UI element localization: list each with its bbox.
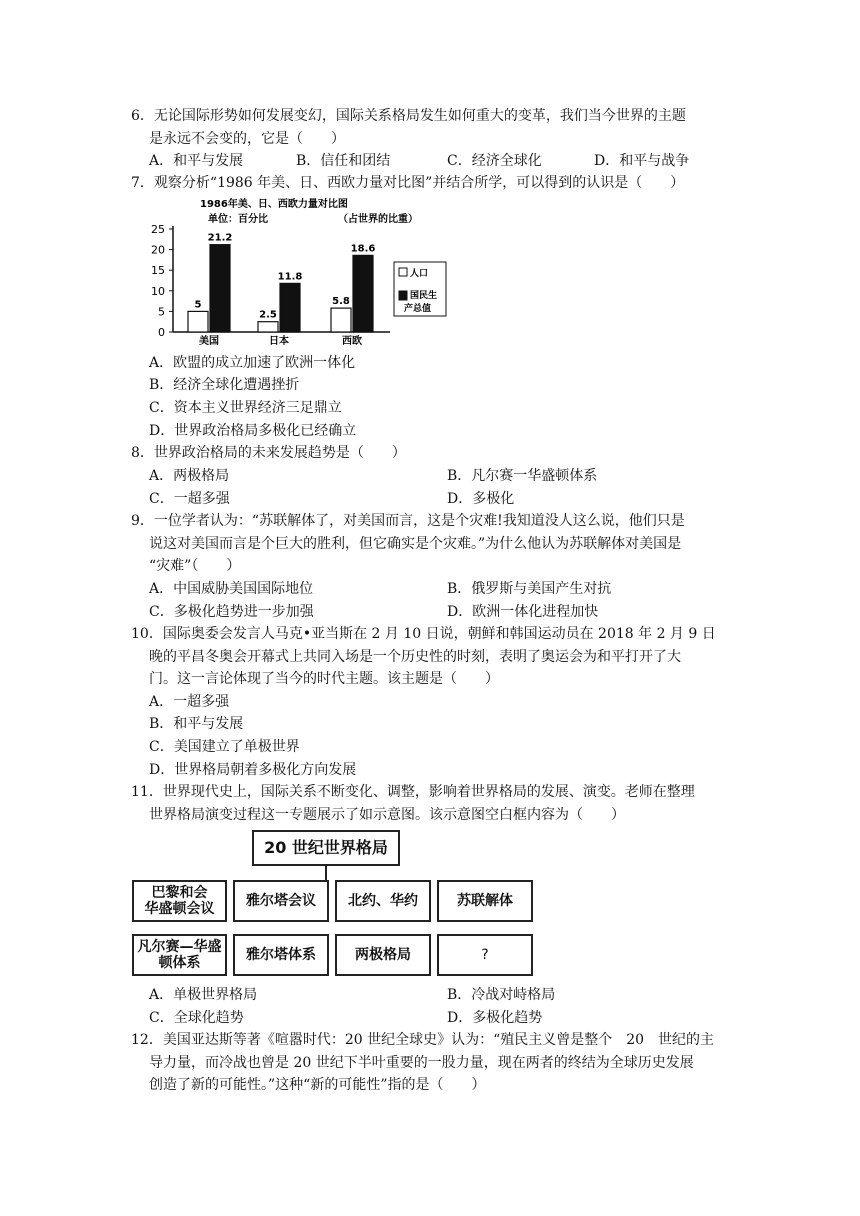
- q8-option-b: B．凡尔赛一华盛顿体系: [447, 468, 598, 484]
- diagram-box-versailles-system: [132, 934, 227, 976]
- world-pattern-diagram: [130, 830, 535, 980]
- bar-population: [258, 322, 278, 332]
- y-tick-label: 10: [151, 284, 165, 298]
- y-tick-label: 0: [158, 326, 165, 339]
- y-tick-label: 20: [151, 243, 165, 257]
- diagram-box-unknown: [437, 934, 533, 976]
- q10-option-b: B．和平与发展: [149, 716, 244, 732]
- diagram-label-nato-warsaw: 北约、华约: [348, 893, 418, 909]
- diagram-box-yalta-system: [233, 934, 329, 976]
- q6-option-b: B．信任和团结: [296, 153, 391, 169]
- diagram-label-yalta-conference: 雅尔塔会议: [246, 893, 316, 909]
- diagram-label-yalta-system: 雅尔塔体系: [246, 947, 316, 963]
- q10-stem-line3: 门。这一言论体现了当今的时代主题。该主题是（ ）: [149, 671, 499, 687]
- q11-option-b: B．冷战对峙格局: [447, 987, 556, 1003]
- bar-value-label: 5.8: [332, 296, 350, 308]
- q8-stem: 8．世界政治格局的未来发展趋势是（ ）: [131, 445, 406, 461]
- chart-title: 1986年美、日、西欧力量对比图: [200, 199, 348, 210]
- q12-stem-line3: 创造了新的可能性。”这种“新的可能性”指的是（ ）: [149, 1077, 486, 1093]
- q8-option-a: A．两极格局: [149, 468, 230, 484]
- q11-option-a: A．单极世界格局: [149, 987, 258, 1003]
- q9-option-c: C．多极化趋势进一步加强: [149, 604, 314, 620]
- q7-option-d: D．世界政治格局多极化已经确立: [149, 423, 357, 439]
- bar-gnp: [210, 245, 230, 332]
- bar-value-label: 18.6: [350, 243, 376, 255]
- q10-option-a: A．一超多强: [149, 694, 230, 710]
- diagram-label-paris-washington: 巴黎和会 华盛顿会议: [144, 885, 215, 917]
- y-tick-label: 25: [151, 223, 165, 236]
- legend-label-population: 人口: [410, 269, 429, 279]
- bar-gnp: [280, 283, 300, 332]
- q11-option-c: C．全球化趋势: [149, 1010, 244, 1026]
- q11-stem-line2: 世界格局演变过程这一专题展示了如示意图。该示意图空白框内容为（ ）: [149, 807, 625, 823]
- q6-option-c: C．经济全球化: [447, 153, 542, 169]
- diagram-label-unknown: ?: [481, 947, 489, 963]
- q9-option-b: B．俄罗斯与美国产生对抗: [447, 581, 612, 597]
- q6-stem-line1: 6．无论国际形势如何发展变幻，国际关系格局发生如何重大的变革，我们当今世界的主题: [131, 108, 686, 124]
- x-category-label: 日本: [269, 336, 289, 347]
- y-tick-label: 15: [151, 264, 165, 278]
- q8-option-d: D．多极化: [447, 491, 515, 507]
- legend-swatch-gnp: [399, 291, 407, 300]
- q7-option-c: C．资本主义世界经济三足鼎立: [149, 400, 342, 416]
- q10-option-d: D．世界格局朝着多极化方向发展: [149, 762, 357, 778]
- q7-stem: 7．观察分析“1986 年美、日、西欧力量对比图”并结合所学，可以得到的认识是（ ）: [131, 175, 685, 191]
- bar-value-label: 5: [194, 299, 202, 311]
- bar-population: [188, 311, 208, 332]
- chart-unit-label: 单位：百分比: [208, 214, 268, 225]
- q9-option-d: D．欧洲一体化进程加快: [447, 604, 599, 620]
- diagram-box-paris-washington: [132, 880, 227, 922]
- diagram-label-versailles-system: 凡尔赛—华盛 顿体系: [137, 939, 222, 971]
- bar-population: [331, 308, 351, 332]
- q6-option-d: D．和平与战争: [594, 153, 690, 169]
- bar-value-label: 2.5: [259, 309, 277, 321]
- diagram-label-bipolar: 两极格局: [355, 947, 411, 963]
- diagram-box-nato-warsaw: [335, 880, 431, 922]
- chart-share-note: （占世界的比重）: [338, 214, 418, 225]
- q9-option-a: A．中国威胁美国国际地位: [149, 581, 314, 597]
- q12-stem-line2: 导力量，而冷战也曾是 20 世纪下半叶重要的一股力量，现在两者的终结为全球历史发展: [149, 1055, 694, 1071]
- q10-stem-line1: 10．国际奥委会发言人马克•亚当斯在 2 月 10 日说，朝鲜和韩国运动员在 2018 年 2 月 9 日: [131, 626, 716, 642]
- legend-label-gnp-line2: 产总值: [404, 304, 432, 314]
- q10-stem-line2: 晚的平昌冬奥会开幕式上共同入场是一个历史性的时刻，表明了奥运会为和平打开了大: [149, 649, 681, 665]
- legend-swatch-population: [399, 268, 407, 276]
- q11-option-d: D．多极化趋势: [447, 1010, 543, 1026]
- q9-stem-line2: 说这对美国而言是个巨大的胜利，但它确实是个灾难。”为什么他认为苏联解体对美国是: [149, 536, 682, 552]
- q7-option-a: A．欧盟的成立加速了欧洲一体化: [149, 355, 356, 371]
- diagram-label-soviet-collapse: 苏联解体: [457, 893, 513, 909]
- q10-option-c: C．美国建立了单极世界: [149, 739, 300, 755]
- q12-stem-line1: 12．美国亚达斯等著《喧嚣时代：20 世纪全球史》认为：“殖民主义曾是整个 20 世纪的主: [131, 1032, 715, 1048]
- q9-stem-line3: “灾难”（ ）: [149, 558, 241, 574]
- y-tick-label: 5: [158, 305, 165, 319]
- q8-option-c: C．一超多强: [149, 491, 230, 507]
- legend-label-gnp-line1: 国民生: [410, 291, 438, 301]
- q6-option-a: A．和平与发展: [149, 153, 244, 169]
- q11-stem-line1: 11．世界现代史上，国际关系不断变化、调整，影响着世界格局的发展、演变。老师在整理: [131, 784, 695, 800]
- diagram-title-box: [252, 830, 400, 866]
- q7-option-b: B．经济全球化遭遇挫折: [149, 377, 300, 393]
- power-comparison-chart: [148, 198, 448, 348]
- diagram-connector: [325, 866, 327, 880]
- q6-stem-line2: 是永远不会变的，它是（ ）: [149, 131, 345, 147]
- q9-stem-line1: 9．一位学者认为：“苏联解体了，对美国而言，这是个灾难!我知道没人这么说，他们只是: [131, 513, 685, 529]
- diagram-box-soviet-collapse: [437, 880, 533, 922]
- diagram-box-bipolar: [335, 934, 431, 976]
- x-category-label: 西欧: [342, 336, 362, 347]
- bar-value-label: 11.8: [277, 271, 303, 283]
- diagram-box-yalta-conference: [233, 880, 329, 922]
- bar-value-label: 21.2: [207, 232, 233, 244]
- x-category-label: 美国: [199, 336, 219, 347]
- bar-gnp: [353, 255, 373, 332]
- diagram-title: 20 世纪世界格局: [264, 838, 388, 857]
